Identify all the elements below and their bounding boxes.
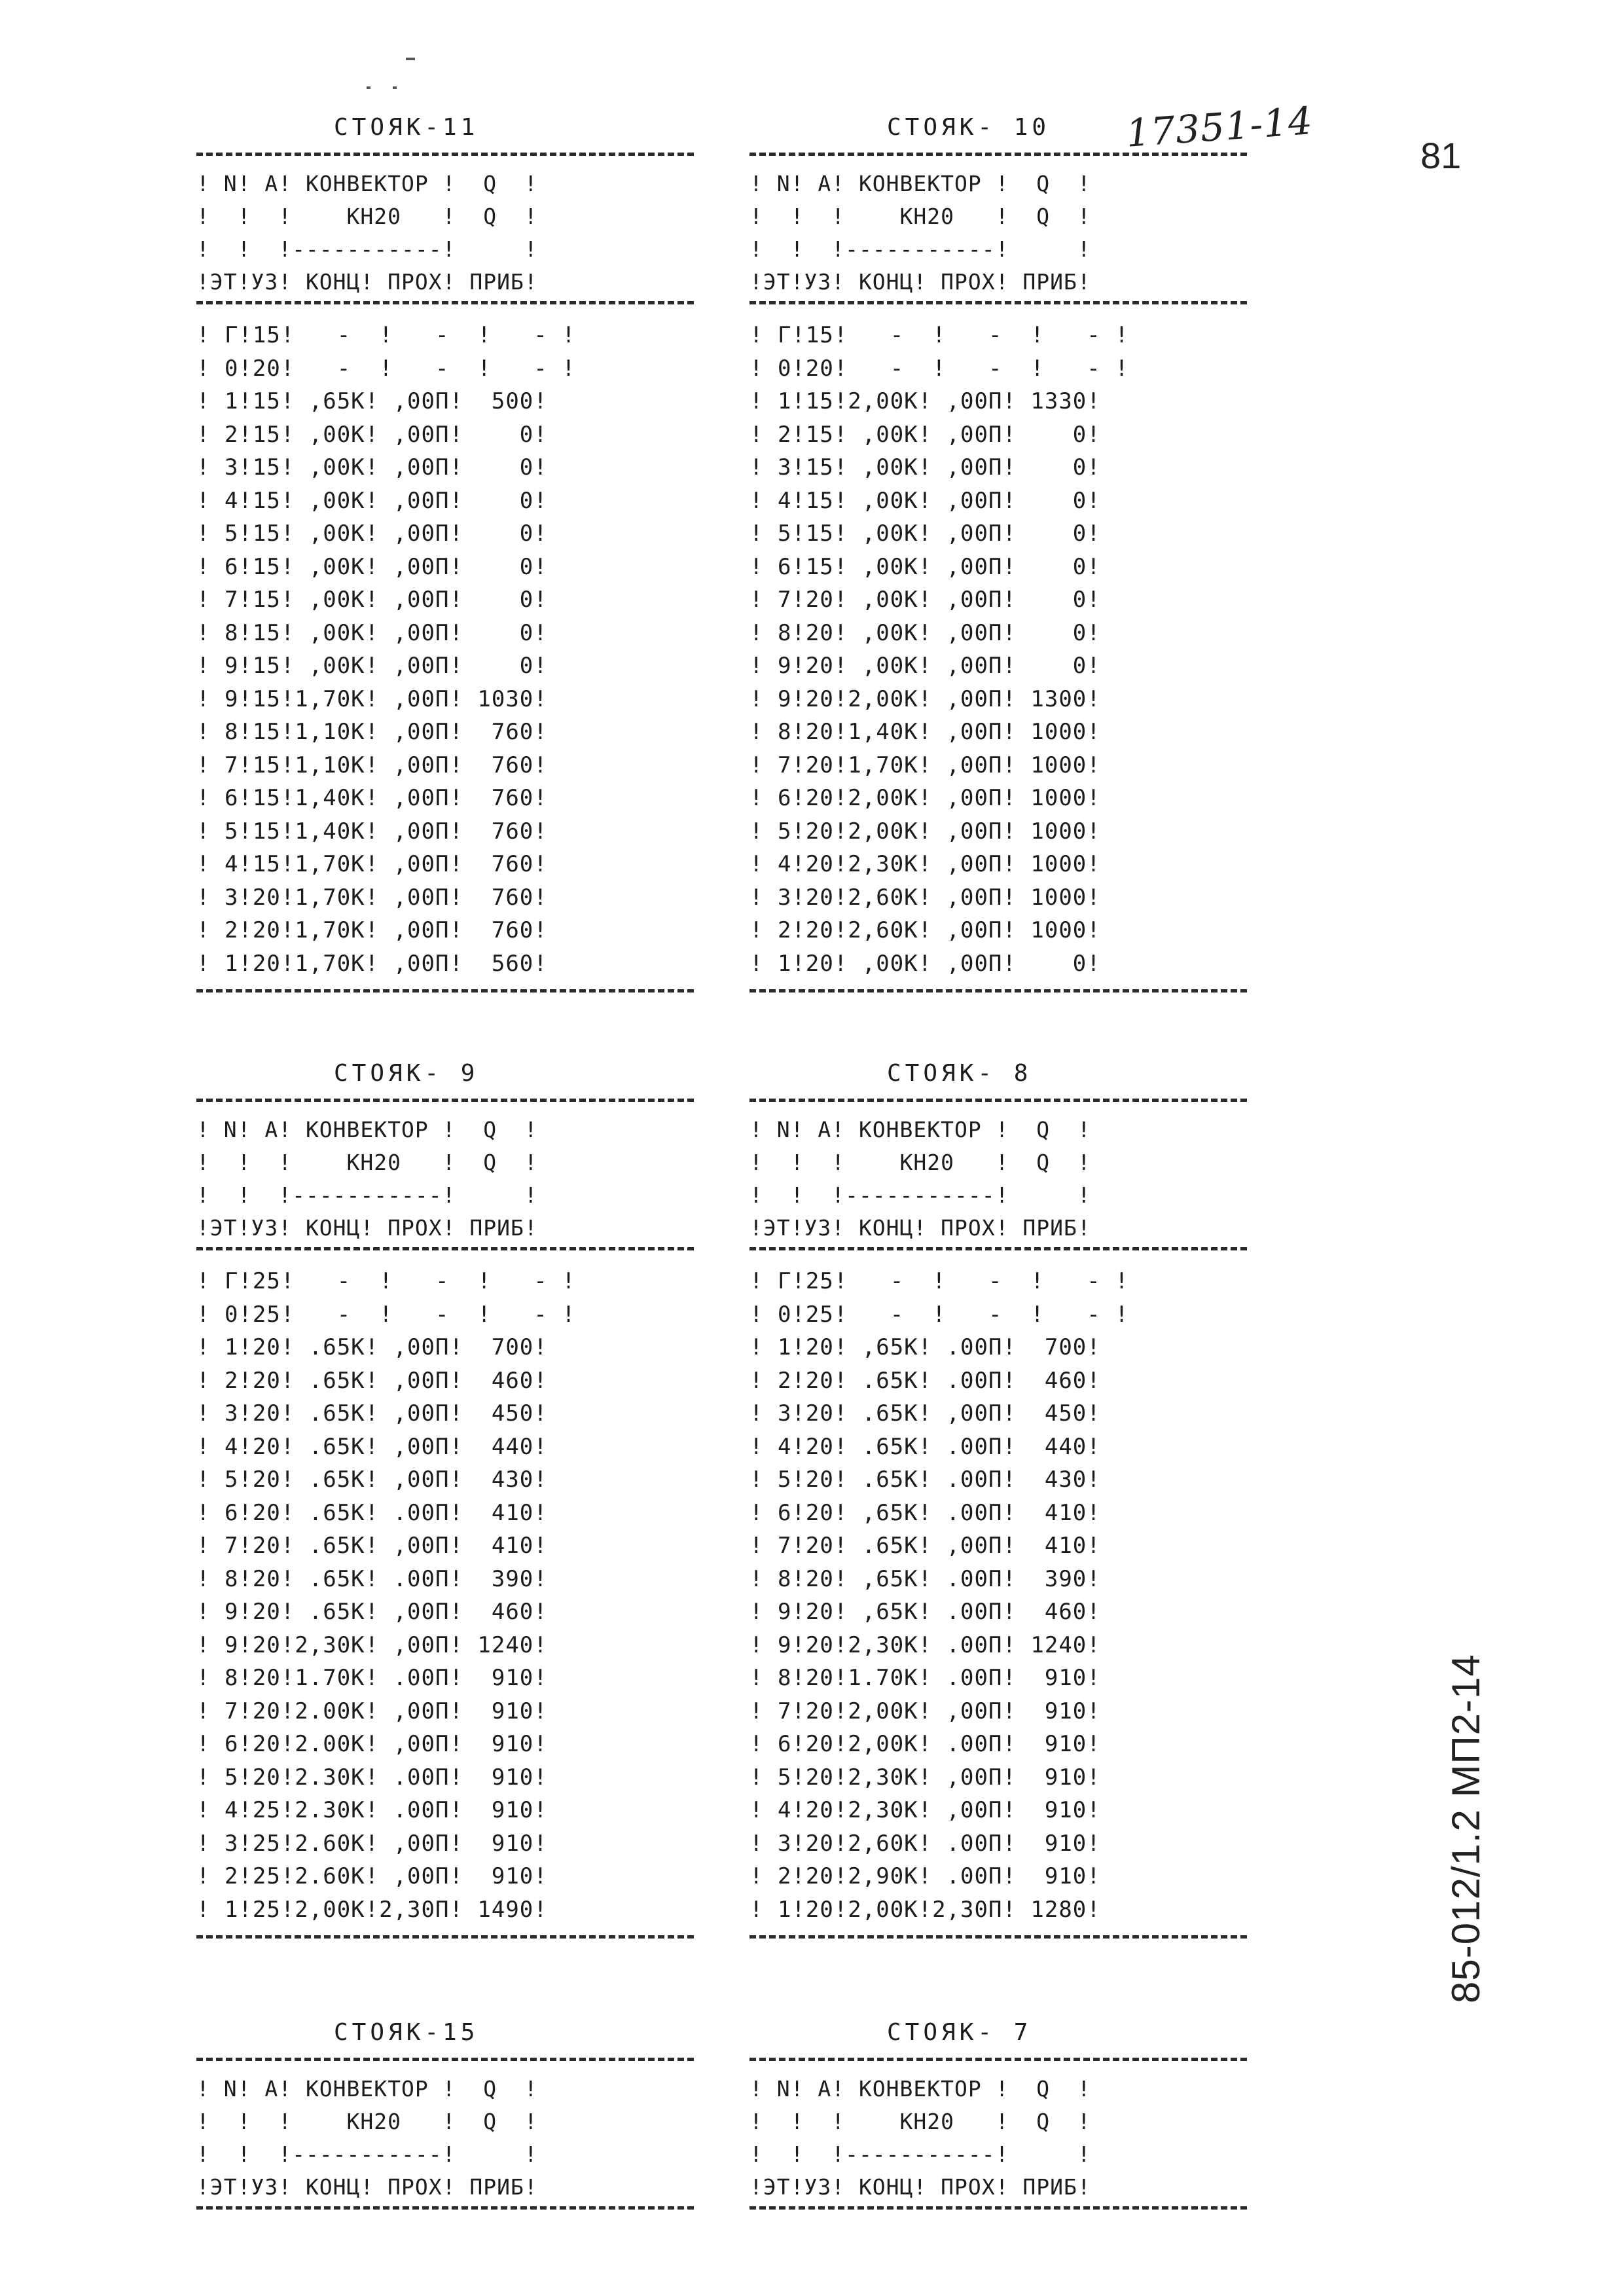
table-row: ! 5!20!2,30К! ,00П! 910! [749, 1764, 1101, 1791]
page-number: 81 [1420, 135, 1462, 176]
table-row: ! Г!25! - ! - ! - ! [196, 1268, 576, 1294]
table-row: ! 4!15! ,00К! ,00П! 0! [749, 487, 1101, 514]
scan-speck [406, 58, 415, 60]
table-row: ! 3!25!2.60К! ,00П! 910! [196, 1830, 548, 1857]
table-row: ! 2!20! .65К! ,00П! 460! [196, 1367, 548, 1394]
dashed-rule [749, 1935, 1247, 1939]
table-row: ! 7!20!2,00К! ,00П! 910! [749, 1698, 1101, 1724]
table-row: ! 8!20! ,00К! ,00П! 0! [749, 619, 1101, 646]
stoyak-table [749, 2013, 1247, 2224]
dashed-rule [196, 989, 694, 992]
table-row: ! 7!15! ,00К! ,00П! 0! [196, 587, 548, 613]
table-row: ! 8!15!1,10К! ,00П! 760! [196, 719, 548, 745]
table-row: ! 8!20!1.70К! .00П! 910! [749, 1665, 1101, 1691]
table-row: ! 1!20! ,65К! .00П! 700! [749, 1334, 1101, 1360]
dashed-rule [196, 2058, 694, 2061]
table-row: ! 6!20! ,65К! .00П! 410! [749, 1499, 1101, 1526]
table-row: ! 9!20! ,65К! .00П! 460! [749, 1599, 1101, 1625]
dashed-rule [749, 153, 1247, 156]
table-header-line: ! N! А! КОНВЕКТОР ! Q ! [749, 2076, 1091, 2102]
table-row: ! 2!20! .65К! .00П! 460! [749, 1367, 1101, 1394]
table-header-line: ! N! А! КОНВЕКТОР ! Q ! [196, 2076, 538, 2102]
dashed-rule [749, 1247, 1247, 1250]
table-header-line: ! N! А! КОНВЕКТОР ! Q ! [749, 171, 1091, 196]
table-header-line: ! ! !-----------! ! [196, 1182, 538, 1208]
table-header-line: !ЭТ!УЗ! КОНЦ! ПРОХ! ПРИБ! [196, 2174, 538, 2200]
stoyak-title: СТОЯК- 10 [887, 114, 1051, 141]
table-row: ! 8!20! .65К! .00П! 390! [196, 1565, 548, 1592]
table-row: ! 7!20! ,00К! ,00П! 0! [749, 587, 1101, 613]
dashed-rule [749, 2206, 1247, 2210]
stoyak-title: СТОЯК- 7 [887, 2019, 1032, 2046]
table-row: ! 5!15! ,00К! ,00П! 0! [749, 520, 1101, 547]
table-row: ! 6!20! .65К! .00П! 410! [196, 1499, 548, 1526]
dashed-rule [749, 1099, 1247, 1102]
table-row: ! 6!15! ,00К! ,00П! 0! [749, 553, 1101, 580]
table-row: ! 3!20!2,60К! .00П! 910! [749, 1830, 1101, 1857]
table-header-line: !ЭТ!УЗ! КОНЦ! ПРОХ! ПРИБ! [749, 1215, 1091, 1241]
stoyak-title: СТОЯК- 8 [887, 1060, 1032, 1087]
table-row: ! 9!20!2,30К! .00П! 1240! [749, 1631, 1101, 1658]
table-row: ! 6!20!2,00К! .00П! 910! [749, 1731, 1101, 1757]
table-row: ! 6!15! ,00К! ,00П! 0! [196, 553, 548, 580]
table-header-line: ! ! !-----------! ! [749, 2141, 1091, 2167]
table-header-line: ! ! ! КН20 ! Q ! [196, 2109, 538, 2134]
dashed-rule [196, 1247, 694, 1250]
table-row: ! 9!15!1,70К! ,00П! 1030! [196, 685, 548, 712]
table-row: ! 9!20!2,00К! ,00П! 1300! [749, 685, 1101, 712]
table-header-line: ! N! А! КОНВЕКТОР ! Q ! [196, 171, 538, 196]
stoyak-table [196, 108, 694, 992]
table-row: ! 3!15! ,00К! ,00П! 0! [749, 454, 1101, 481]
stoyak-table [749, 108, 1247, 992]
table-row: ! 5!20!2,00К! ,00П! 1000! [749, 818, 1101, 845]
dashed-rule [196, 1935, 694, 1939]
table-row: ! 8!20!1,40К! ,00П! 1000! [749, 719, 1101, 745]
table-row: ! 1!25!2,00К!2,30П! 1490! [196, 1896, 548, 1923]
table-header-line: ! ! !-----------! ! [749, 236, 1091, 262]
table-row: ! 0!25! - ! - ! - ! [196, 1301, 576, 1328]
table-header-line: ! ! ! КН20 ! Q ! [749, 1150, 1091, 1175]
table-row: ! 3!15! ,00К! ,00П! 0! [196, 454, 548, 481]
table-row: ! 8!20!1.70К! .00П! 910! [196, 1665, 548, 1691]
table-header-line: !ЭТ!УЗ! КОНЦ! ПРОХ! ПРИБ! [196, 1215, 538, 1241]
table-row: ! Г!25! - ! - ! - ! [749, 1268, 1129, 1294]
scan-speck [393, 86, 397, 89]
table-header-line: ! ! ! КН20 ! Q ! [749, 2109, 1091, 2134]
table-header-line: ! ! !-----------! ! [196, 2141, 538, 2167]
handwritten-note: 17351-14 [1124, 98, 1314, 156]
table-row: ! 1!20!1,70К! ,00П! 560! [196, 950, 548, 977]
table-header-line: ! N! А! КОНВЕКТОР ! Q ! [749, 1117, 1091, 1142]
table-row: ! 7!20! .65К! ,00П! 410! [196, 1533, 548, 1559]
table-row: ! 5!20! .65К! .00П! 430! [749, 1466, 1101, 1493]
table-row: ! 7!20!2.00К! ,00П! 910! [196, 1698, 548, 1724]
stoyak-title: СТОЯК-11 [334, 114, 479, 141]
table-row: ! 8!20! ,65К! .00П! 390! [749, 1565, 1101, 1592]
table-row: ! 2!20!2,60К! ,00П! 1000! [749, 917, 1101, 943]
dashed-rule [749, 2058, 1247, 2061]
table-row: ! 2!20!1,70К! ,00П! 760! [196, 917, 548, 943]
table-header-line: ! ! ! КН20 ! Q ! [196, 204, 538, 229]
table-row: ! 0!20! - ! - ! - ! [196, 355, 576, 382]
table-header-line: !ЭТ!УЗ! КОНЦ! ПРОХ! ПРИБ! [196, 269, 538, 295]
table-row: ! 6!20!2,00К! ,00П! 1000! [749, 785, 1101, 811]
table-row: ! 2!20!2,90К! .00П! 910! [749, 1863, 1101, 1889]
table-row: ! 3!20! .65К! ,00П! 450! [196, 1400, 548, 1427]
dashed-rule [196, 153, 694, 156]
table-row: ! 5!20! .65К! ,00П! 430! [196, 1466, 548, 1493]
dashed-rule [749, 301, 1247, 304]
table-row: ! 2!15! ,00К! ,00П! 0! [749, 421, 1101, 448]
table-row: ! 1!20!2,00К!2,30П! 1280! [749, 1896, 1101, 1923]
table-row: ! 6!20!2.00К! ,00П! 910! [196, 1731, 548, 1757]
dashed-rule [196, 301, 694, 304]
table-row: ! 1!15!2,00К! ,00П! 1330! [749, 388, 1101, 414]
stoyak-title: СТОЯК- 9 [334, 1060, 479, 1087]
stoyak-title: СТОЯК-15 [334, 2019, 479, 2046]
table-row: ! 2!25!2.60К! ,00П! 910! [196, 1863, 548, 1889]
table-row: ! 9!20! .65К! ,00П! 460! [196, 1599, 548, 1625]
table-row: ! 7!15!1,10К! ,00П! 760! [196, 752, 548, 778]
table-row: ! 7!20!1,70К! ,00П! 1000! [749, 752, 1101, 778]
side-document-code: 85-012/1.2 МП2-14 [1444, 1654, 1488, 2003]
dashed-rule [749, 989, 1247, 992]
dashed-rule [196, 2206, 694, 2210]
table-row: ! 1!20! ,00К! ,00П! 0! [749, 950, 1101, 977]
table-header-line: ! ! !-----------! ! [749, 1182, 1091, 1208]
table-row: ! 7!20! .65К! ,00П! 410! [749, 1533, 1101, 1559]
table-row: ! Г!15! - ! - ! - ! [749, 322, 1129, 348]
table-row: ! 5!15!1,40К! ,00П! 760! [196, 818, 548, 845]
table-row: ! 9!20!2,30К! ,00П! 1240! [196, 1631, 548, 1658]
table-row: ! 4!25!2.30К! .00П! 910! [196, 1797, 548, 1823]
stoyak-table [749, 1054, 1247, 1939]
table-row: ! 2!15! ,00К! ,00П! 0! [196, 421, 548, 448]
table-row: ! 4!20!2,30К! ,00П! 910! [749, 1797, 1101, 1823]
table-row: ! 6!15!1,40К! ,00П! 760! [196, 785, 548, 811]
table-row: ! 3!20!2,60К! ,00П! 1000! [749, 884, 1101, 911]
table-row: ! 9!20! ,00К! ,00П! 0! [749, 653, 1101, 679]
table-header-line: ! ! ! КН20 ! Q ! [749, 204, 1091, 229]
table-row: ! 0!25! - ! - ! - ! [749, 1301, 1129, 1328]
table-row: ! 4!15!1,70К! ,00П! 760! [196, 851, 548, 877]
table-row: ! 4!20! .65К! ,00П! 440! [196, 1433, 548, 1460]
table-row: ! 1!20! .65К! ,00П! 700! [196, 1334, 548, 1360]
table-row: ! 5!15! ,00К! ,00П! 0! [196, 520, 548, 547]
table-row: ! 0!20! - ! - ! - ! [749, 355, 1129, 382]
table-header-line: ! N! А! КОНВЕКТОР ! Q ! [196, 1117, 538, 1142]
table-header-line: !ЭТ!УЗ! КОНЦ! ПРОХ! ПРИБ! [749, 269, 1091, 295]
stoyak-table [196, 1054, 694, 1939]
table-header-line: !ЭТ!УЗ! КОНЦ! ПРОХ! ПРИБ! [749, 2174, 1091, 2200]
scan-speck [367, 86, 370, 89]
table-header-line: ! ! !-----------! ! [196, 236, 538, 262]
table-row: ! 4!20!2,30К! ,00П! 1000! [749, 851, 1101, 877]
table-row: ! 3!20! .65К! ,00П! 450! [749, 1400, 1101, 1427]
table-header-line: ! ! ! КН20 ! Q ! [196, 1150, 538, 1175]
table-row: ! 5!20!2.30К! .00П! 910! [196, 1764, 548, 1791]
table-row: ! 8!15! ,00К! ,00П! 0! [196, 619, 548, 646]
table-row: ! 1!15! ,65К! ,00П! 500! [196, 388, 548, 414]
table-row: ! Г!15! - ! - ! - ! [196, 322, 576, 348]
table-row: ! 4!20! .65К! .00П! 440! [749, 1433, 1101, 1460]
table-row: ! 3!20!1,70К! ,00П! 760! [196, 884, 548, 911]
dashed-rule [196, 1099, 694, 1102]
table-row: ! 9!15! ,00К! ,00П! 0! [196, 653, 548, 679]
table-row: ! 4!15! ,00К! ,00П! 0! [196, 487, 548, 514]
stoyak-table [196, 2013, 694, 2224]
